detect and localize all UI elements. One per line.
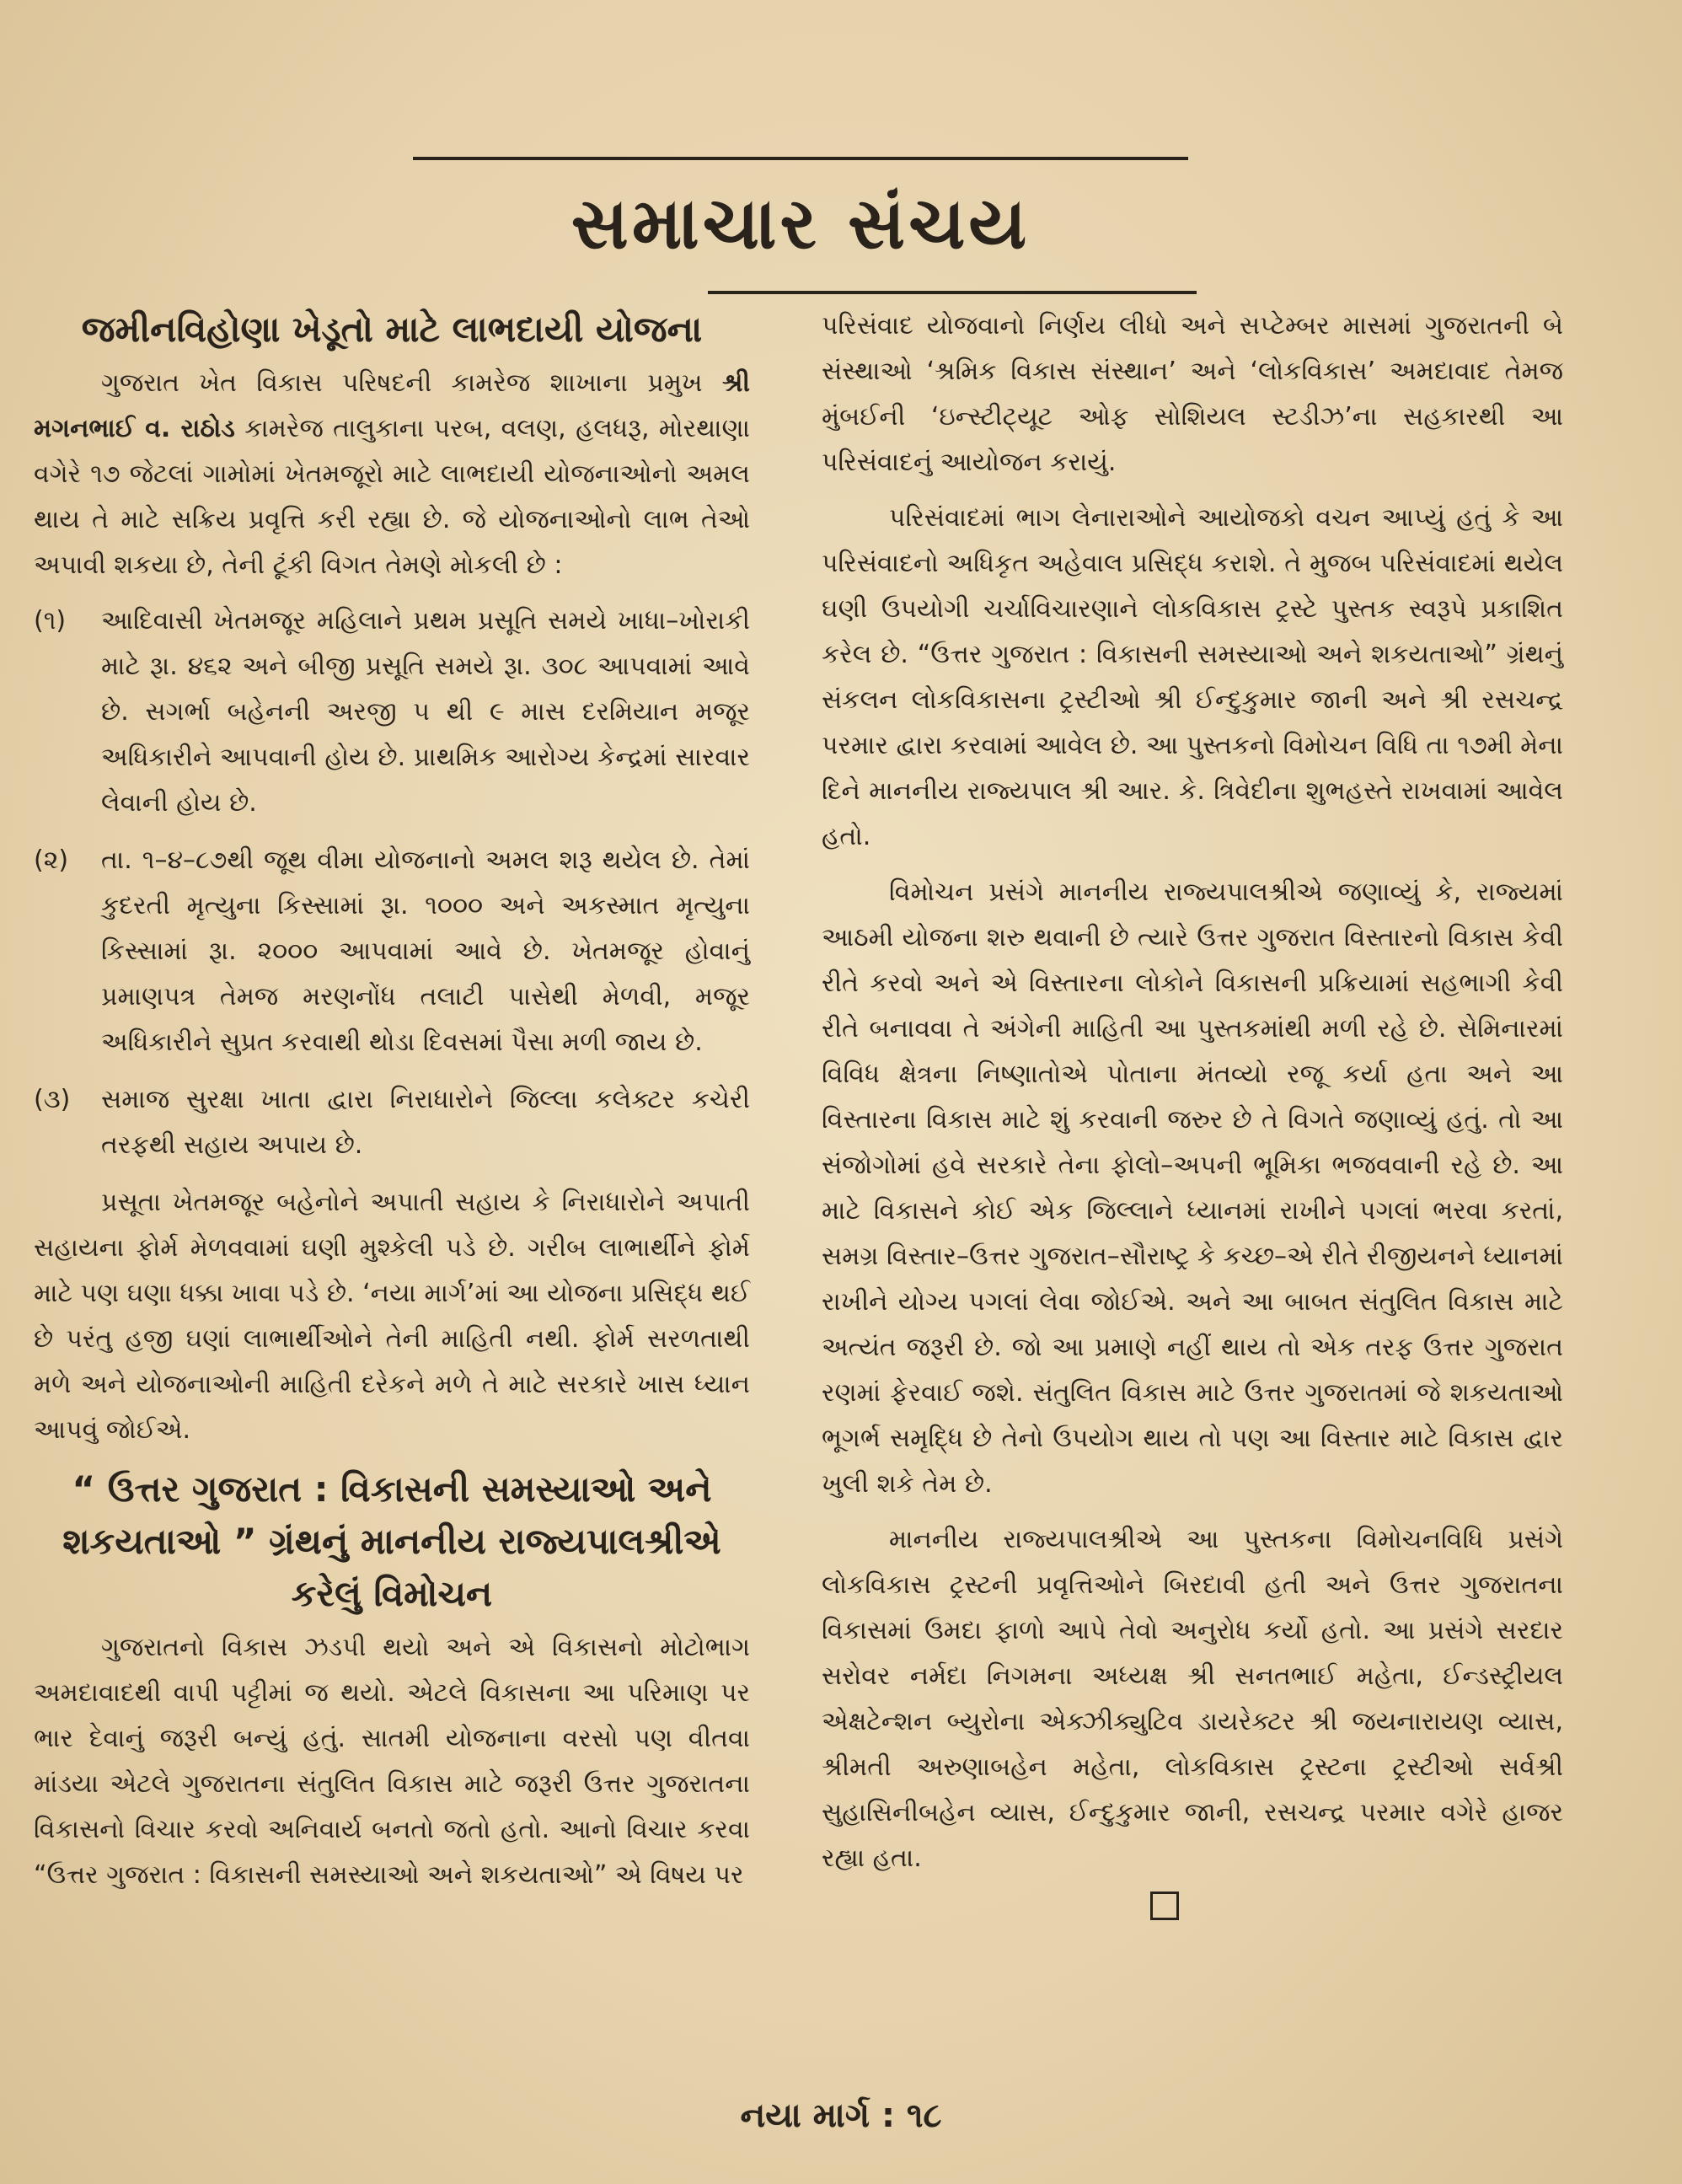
intro-text-2: કામરેજ તાલુકાના પરબ, વલણ, હલધરૂ, મોરથાણા વગેરે ૧૭ જેટલાં ગામોમાં ખેતમજૂરો માટે લાભદાયી યોજનાઓનો અમલ થાય તે માટે સક્રિય પ્રવૃત્તિ કરી રહ્યા છે. જે યોજનાઓનો લાભ તેઓ અપાવી શકયા છે, તેની ટૂંકી વિગત તેમણે મોકલી છે : bbox=[34, 414, 750, 580]
list-item-text: આદિવાસી ખેતમજૂર મહિલાને પ્રથમ પ્રસૂતિ સમયે ખાધા–ખોરાકી માટે રૂા. ૪૬૨ અને બીજી પ્રસૂતિ સમયે રૂા. ૩૦૮ આપવામાં આવે છે. સગર્ભા બહેનની અરજી ૫ થી ૯ માસ દરમિયાન મજૂર અધિકારીને આપવાની હોય છે. પ્રાથમિક આરોગ્ય કેન્દ્રમાં સારવાર લેવાની હોય છે. bbox=[101, 606, 750, 818]
top-rule bbox=[413, 157, 1188, 160]
article-heading-landless-farmers: જમીનવિહોણા ખેડૂતો માટે લાભદાયી યોજના bbox=[81, 309, 703, 350]
right-column bbox=[822, 303, 1563, 1920]
article-intro bbox=[34, 361, 750, 588]
list-item bbox=[34, 1077, 750, 1168]
list-item-number: (૩) bbox=[34, 1085, 71, 1114]
intro-text-1: ગુજરાત ખેત વિકાસ પરિષદની કામરેજ શાખાના પ્રમુખ bbox=[101, 368, 703, 398]
article-paragraph: પ્રસૂતા ખેતમજૂર બહેનોને અપાતી સહાય કે નિરાધારોને અપાતી સહાયના ફોર્મ મેળવવામાં ઘણી મુશ્કેલી પડે છે. ગરીબ લાભાર્થીને ફોર્મ માટે પણ ઘણા ધક્કા ખાવા પડે છે. ‘નયા માર્ગ’માં આ યોજના પ્રસિદ્ધ થઈ છે પરંતુ હજી ઘણાં લાભાર્થીઓને તેની માહિતી નથી. ફોર્મ સરળતાથી મળે અને યોજનાઓની માહિતી દરેકને મળે તે માટે સરકારે ખાસ ધ્યાન આપવું જોઈએ. bbox=[34, 1188, 750, 1445]
masthead-rule bbox=[708, 291, 1197, 294]
left-column bbox=[34, 303, 750, 1908]
end-of-article-box-icon bbox=[1150, 1892, 1179, 1920]
list-item-text: સમાજ સુરક્ષા ખાતા દ્વારા નિરાધારોને જિલ્લા કલેક્ટર કચેરી તરફથી સહાય અપાય છે. bbox=[101, 1085, 750, 1160]
article-paragraph: ગુજરાતનો વિકાસ ઝડપી થયો અને એ વિકાસનો મોટોભાગ અમદાવાદથી વાપી પટ્ટીમાં જ થયો. એટલે વિકાસના આ પરિમાણ પર ભાર દેવાનું જરૂરી બન્યું હતું. સાતમી યોજનાના વરસો પણ વીતવા માંડયા એટલે ગુજરાતના સંતુલિત વિકાસ માટે જરૂરી ઉત્તર ગુજરાતના વિકાસનો વિચાર કરવો અનિવાર્ય બનતો જતો હતો. આનો વિચાર કરવા “ઉત્તર ગુજરાત : વિકાસની સમસ્યાઓ અને શકયતાઓ” એ વિષય પર bbox=[34, 1633, 750, 1890]
masthead-title: સમાચાર સંચય bbox=[570, 182, 1031, 265]
article-paragraph: માનનીય રાજ્યપાલશ્રીએ આ પુસ્તકના વિમોચનવિધિ પ્રસંગે લોકવિકાસ ટ્રસ્ટની પ્રવૃત્તિઓને બિરદાવી હતી અને ઉત્તર ગુજરાતના વિકાસમાં ઉમદા ફાળો આપે તેવો અનુરોધ કર્યો હતો. આ પ્રસંગે સરદાર સરોવર નર્મદા નિગમના અધ્યક્ષ શ્રી સનતભાઈ મહેતા, ઈન્ડસ્ટ્રીયલ એક્ષટેન્શન બ્યુરોના એક્ઝીક્યુટિવ ડાયરેક્ટર શ્રી જયનારાયણ વ્યાસ, શ્રીમતી અરુણાબહેન મહેતા, લોકવિકાસ ટ્રસ્ટના ટ્રસ્ટીઓ સર્વશ્રી સુહાસિનીબહેન વ્યાસ, ઈન્દુકુમાર જાની, રસચન્દ્ર પરમાર વગેરે હાજર રહ્યા હતા. bbox=[822, 1525, 1563, 1873]
list-item-number: (૨) bbox=[34, 845, 69, 875]
article-paragraph: પરિસંવાદમાં ભાગ લેનારાઓને આયોજકો વચન આપ્યું હતું કે આ પરિસંવાદનો અધિકૃત અહેવાલ પ્રસિદ્ધ કરાશે. તે મુજબ પરિસંવાદમાં થયેલ ઘણી ઉપયોગી ચર્ચાવિચારણાને લોકવિકાસ ટ્રસ્ટે પુસ્તક સ્વરૂપે પ્રકાશિત કરેલ છે. “ઉત્તર ગુજરાત : વિકાસની સમસ્યાઓ અને શકયતાઓ” ગ્રંથનું સંકલન લોકવિકાસના ટ્રસ્ટીઓ શ્રી ઈન્દુકુમાર જાની અને શ્રી રસચન્દ્ર પરમાર દ્વારા કરવામાં આવેલ છે. આ પુસ્તકનો વિમોચન વિધિ તા ૧૭મી મેના દિને માનનીય રાજ્યપાલ શ્રી આર. કે. ત્રિવેદીના શુભહસ્તે રાખવામાં આવેલ હતો. bbox=[822, 503, 1563, 851]
list-item bbox=[34, 598, 750, 826]
article-paragraph: વિમોચન પ્રસંગે માનનીય રાજ્યપાલશ્રીએ જણાવ્યું કે, રાજ્યમાં આઠમી યોજના શરુ થવાની છે ત્યારે ઉત્તર ગુજરાત વિસ્તારનો વિકાસ કેવી રીતે કરવો અને એ વિસ્તારના લોકોને વિકાસની પ્રક્રિયામાં સહભાગી કેવી રીતે બનાવવા તે અંગેની માહિતી આ પુસ્તકમાંથી મળી રહે છે. સેમિનારમાં વિવિધ ક્ષેત્રના નિષ્ણાતોએ પોતાના મંતવ્યો રજૂ કર્યા હતા અને આ વિસ્તારના વિકાસ માટે શું કરવાની જરુર છે તે વિગતે જણાવ્યું હતું. તો આ સંજોગોમાં હવે સરકારે તેના ફોલો–અપની ભૂમિકા ભજવવાની રહે છે. આ માટે વિકાસને કોઈ એક જિલ્લાને ધ્યાનમાં રાખીને પગલાં ભરવા કરતાં, સમગ્ર વિસ્તાર–ઉત્તર ગુજરાત–સૌરાષ્ટ્ર કે કચ્છ–એ રીતે રીજીયનને ધ્યાનમાં રાખીને યોગ્ય પગલાં લેવા જોઈએ. અને આ બાબત સંતુલિત વિકાસ માટે અત્યંત જરૂરી છે. જો આ પ્રમાણે નહીં થાય તો એક તરફ ઉત્તર ગુજરાત રણમાં ફેરવાઈ જશે. સંતુલિત વિકાસ માટે ઉત્તર ગુજરાતમાં જે શકયતાઓ ભૂગર્ભ સમૃદ્ધિ છે તેનો ઉપયોગ થાય તો પણ આ વિસ્તાર માટે વિકાસ દ્વાર ખુલી શકે તેમ છે. bbox=[822, 877, 1563, 1499]
article-paragraph: પરિસંવાદ યોજવાનો નિર્ણય લીધો અને સપ્ટેમ્બર માસમાં ગુજરાતની બે સંસ્થાઓ ‘શ્રમિક વિકાસ સંસ્થાન’ અને ‘લોકવિકાસ’ અમદાવાદ તેમજ મુંબઈની ‘ઇન્સ્ટીટ્યૂટ ઓફ સોશિયલ સ્ટડીઝ’ના સહકારથી આ પરિસંવાદનું આયોજન કરાયું. bbox=[822, 311, 1563, 477]
list-item-text: તા. ૧–૪–૮૭થી જૂથ વીમા યોજનાનો અમલ શરૂ થયેલ છે. તેમાં કુદરતી મૃત્યુના કિસ્સામાં રૂા. ૧૦૦૦ અને અકસ્માત મૃત્યુના કિસ્સામાં રૂા. ૨૦૦૦ આપવામાં આવે છે. ખેતમજૂર હોવાનું પ્રમાણપત્ર તેમજ મરણનોંધ તલાટી પાસેથી મેળવી, મજૂર અધિકારીને સુપ્રત કરવાથી થોડા દિવસમાં પૈસા મળી જાય છે. bbox=[101, 845, 750, 1057]
list-item bbox=[34, 838, 750, 1065]
intro-person-name: શ્રી મગનભાઈ વ. રાઠોડ bbox=[34, 368, 750, 443]
page-footer: નયા માર્ગ : ૧૮ bbox=[740, 2096, 942, 2135]
list-item-number: (૧) bbox=[34, 606, 67, 636]
article-heading-north-gujarat: “ ઉત્તર ગુજરાત : વિકાસની સમસ્યાઓ અને શકયતાઓ ” ગ્રંથનું માનનીય રાજ્યપાલશ્રીએ કરેલું વિમોચન bbox=[62, 1468, 721, 1614]
